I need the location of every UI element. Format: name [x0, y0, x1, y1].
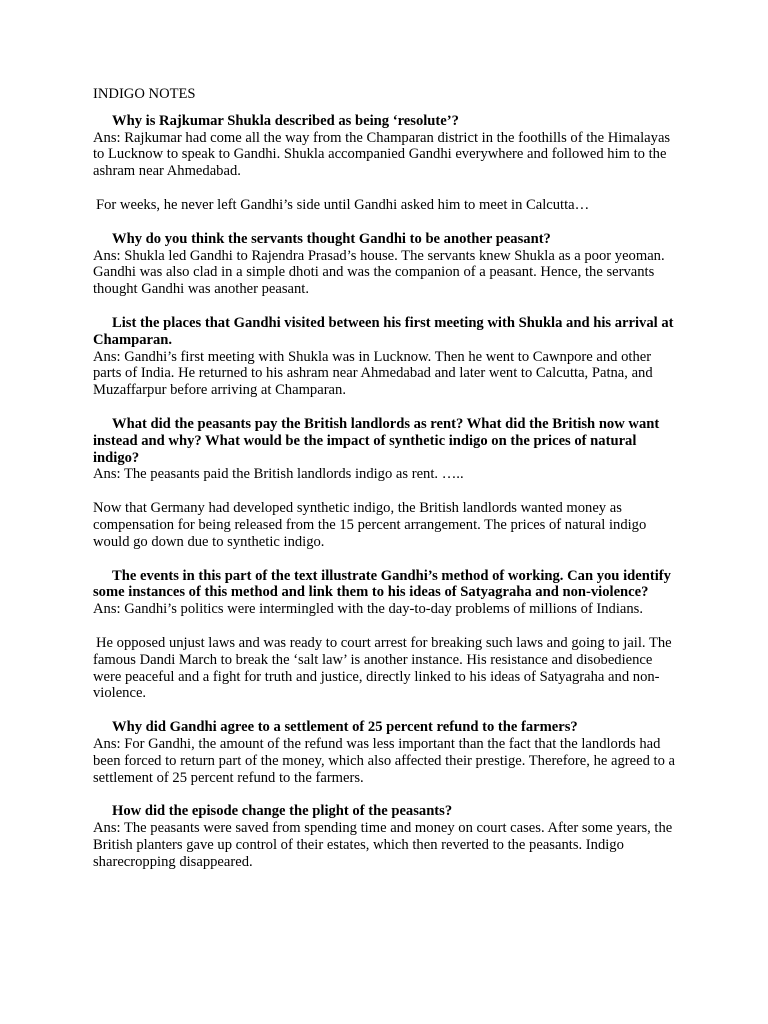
document-page — [93, 86, 683, 887]
answer-5-para-2: He opposed unjust laws and was ready to court arrest for breaking such laws and going to jail. The famous Dandi March to break the ‘salt law’ is another instance. His resistance and disobedience were peaceful and a fight for truth and justice, directly linked to his ideas of Satyagraha and non-violence. — [93, 634, 672, 702]
qa-block-6 — [93, 719, 683, 786]
qa-block-4 — [93, 416, 683, 551]
question-3: List the places that Gandhi visited between his first meeting with Shukla and his arrival at Champaran. — [93, 314, 674, 348]
answer-2-para-1: Ans: Shukla led Gandhi to Rajendra Prasad’s house. The servants knew Shukla as a poor yeoman. Gandhi was also clad in a simple dhoti and was the companion of a peasant. Hence, the servants thought Gandhi was another peasant. — [93, 247, 665, 298]
question-4: What did the peasants pay the British landlords as rent? What did the British now want instead and why? What would be the impact of synthetic indigo on the prices of natural indigo? — [93, 415, 660, 466]
answer-1-para-1: Ans: Rajkumar had come all the way from the Champaran district in the foothills of the Himalayas to Lucknow to speak to Gandhi. Shukla accompanied Gandhi everywhere and followed him to the ashram near Ahmedabad. — [93, 129, 671, 180]
answer-6-para-1: Ans: For Gandhi, the amount of the refund was less important than the fact that the landlords had been forced to return part of the money, which also affected their prestige. Therefore, he agreed to a settlement of 25 percent refund to the farmers. — [93, 735, 676, 786]
qa-block-1 — [93, 113, 683, 214]
question-6: Why did Gandhi agree to a settlement of 25 percent refund to the farmers? — [112, 719, 578, 736]
qa-block-5 — [93, 568, 683, 703]
answer-7-para-1: Ans: The peasants were saved from spending time and money on court cases. After some years, the British planters gave up control of their estates, which then reverted to the peasants. Indigo sharecropping disappeared. — [93, 820, 673, 870]
answer-3-para-1: Ans: Gandhi’s first meeting with Shukla was in Lucknow. Then he went to Cawnpore and other parts of India. He returned to his ashram near Ahmedabad and later went to Calcutta, Patna, and Muzaffarpur before arriving at Champaran. — [93, 348, 653, 399]
document-title: INDIGO NOTES — [93, 86, 196, 102]
question-1: Why is Rajkumar Shukla described as being ‘resolute’? — [112, 112, 459, 129]
qa-block-3 — [93, 315, 683, 399]
question-7: How did the episode change the plight of the peasants? — [112, 803, 453, 820]
answer-4-para-2: Now that Germany had developed synthetic indigo, the British landlords wanted money as compensation for being released from the 15 percent arrangement. The prices of natural indigo would go down due to synthetic indigo. — [93, 500, 647, 550]
qa-block-2 — [93, 231, 683, 298]
question-2: Why do you think the servants thought Gandhi to be another peasant? — [112, 230, 551, 247]
qa-block-7 — [93, 803, 683, 870]
question-5: The events in this part of the text illustrate Gandhi’s method of working. Can you identify some instances of this method and link them to his ideas of Satyagraha and non-violence? — [93, 567, 671, 601]
answer-5-para-1: Ans: Gandhi’s politics were intermingled with the day-to-day problems of millions of Indians. — [93, 601, 644, 618]
answer-1-para-2: For weeks, he never left Gandhi’s side until Gandhi asked him to meet in Calcutta… — [96, 196, 590, 213]
answer-4-para-1: Ans: The peasants paid the British landlords indigo as rent. ….. — [93, 466, 464, 483]
